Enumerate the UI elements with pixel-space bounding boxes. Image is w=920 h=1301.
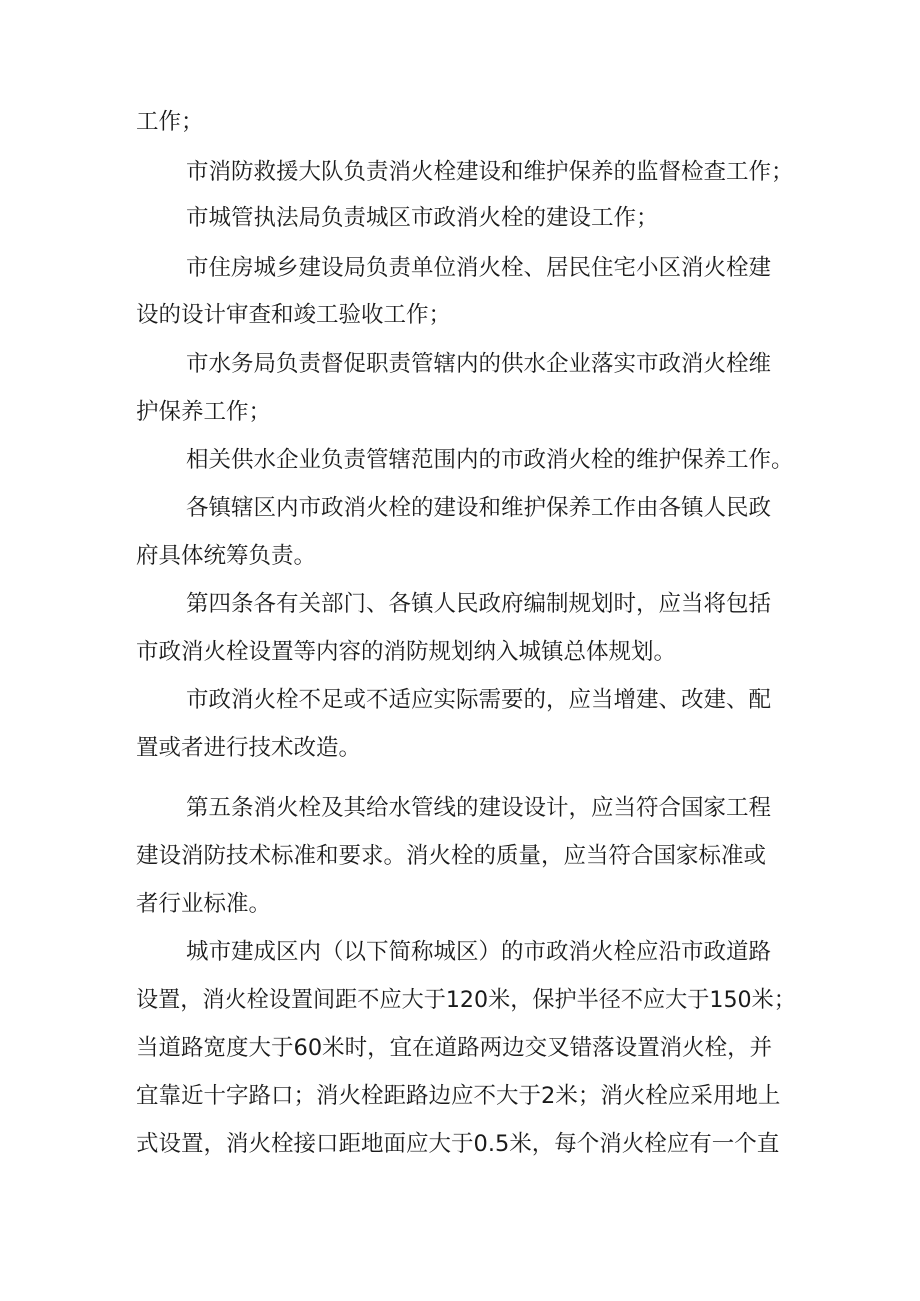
text-line: 市消防救援大队负责消火栓建设和维护保养的监督检查工作； [186,159,794,185]
text-line: 市住房城乡建设局负责单位消火栓、居民住宅小区消火栓建 [186,255,772,281]
text-line: 建设消防技术标准和要求。消火栓的质量，应当符合国家标准或 [136,843,767,869]
text-line: 当道路宽度大于60米时，宜在道路两边交叉错落设置消火栓，并 [136,1035,773,1061]
text-line: 工作； [136,109,204,135]
text-line: 市政消火栓设置等内容的消防规划纳入城镇总体规划。 [136,639,677,665]
text-line: 城市建成区内（以下简称城区）的市政消火栓应沿市政道路 [186,939,772,965]
text-line: 府具体统筹负责。 [136,543,317,569]
text-line: 式设置，消火栓接口距地面应大于0.5米，每个消火栓应有一个直 [136,1131,780,1157]
text-line: 置或者进行技术改造。 [136,735,362,761]
text-line: 护保养工作； [136,399,272,425]
text-line: 相关供水企业负责管辖范围内的市政消火栓的维护保养工作。 [186,447,794,473]
text-line: 第四条各有关部门、各镇人民政府编制规划时，应当将包括 [186,591,772,617]
text-line: 设置，消火栓设置间距不应大于120米，保护半径不应大于150米； [136,987,796,1013]
text-line: 市政消火栓不足或不适应实际需要的，应当增建、改建、配 [186,687,772,713]
text-line: 市水务局负责督促职责管辖内的供水企业落实市政消火栓维 [186,351,772,377]
text-line: 宜靠近十字路口；消火栓距路边应不大于2米；消火栓应采用地上 [136,1083,781,1109]
text-line: 第五条消火栓及其给水管线的建设设计，应当符合国家工程 [186,795,772,821]
text-line: 市城管执法局负责城区市政消火栓的建设工作； [186,205,659,231]
text-line: 者行业标准。 [136,891,272,917]
text-line: 各镇辖区内市政消火栓的建设和维护保养工作由各镇人民政 [186,495,772,521]
text-line: 设的设计审查和竣工验收工作； [136,302,452,328]
